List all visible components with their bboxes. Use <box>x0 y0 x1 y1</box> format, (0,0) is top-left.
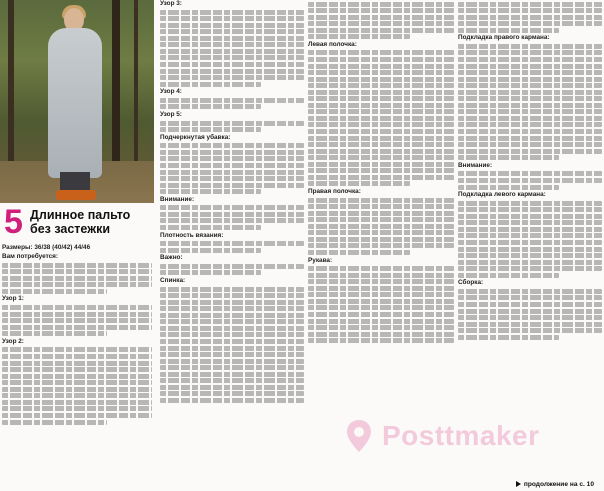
right-front-heading: Правая полочка: <box>308 187 361 195</box>
title-line-1: Длинное пальто <box>30 208 131 222</box>
left-pocket-heading: Подкладка левого кармана: <box>458 191 546 199</box>
continue-note <box>516 481 594 488</box>
sleeves-heading: Рукава: <box>308 256 333 264</box>
density-heading: Плотность вязания: <box>160 231 224 239</box>
article-title <box>2 203 154 241</box>
materials-heading: Вам потребуется: <box>2 253 59 261</box>
model-boots <box>56 190 96 200</box>
watermark-text: Posttmaker <box>382 420 540 451</box>
article-title-text <box>30 208 130 236</box>
back-heading: Спинка: <box>160 276 186 284</box>
long-coat <box>48 28 102 178</box>
pattern5-heading: Узор 5: <box>160 110 182 118</box>
attention-heading: Внимание: <box>160 195 195 203</box>
attention-heading-2: Внимание: <box>458 161 493 169</box>
article-number: 5 <box>4 203 23 241</box>
pattern3-heading: Узор 3: <box>160 0 182 7</box>
pattern1-heading: Узор 1: <box>2 295 24 303</box>
left-front-heading: Левая полочка: <box>308 40 357 48</box>
sizes-heading: Размеры: 36/38 (40/42) 44/46 <box>2 244 91 251</box>
text-column-2 <box>160 0 304 491</box>
pick-up-heading: Подчеркнутая убавка: <box>160 133 231 141</box>
title-line-2: без застежки <box>30 222 111 236</box>
assembly-heading: Сборка: <box>458 279 484 287</box>
important-heading: Важно: <box>160 254 183 262</box>
watermark-logo-icon <box>344 418 374 454</box>
coat-photo <box>0 0 154 203</box>
continue-label: продолжение на с. 10 <box>523 481 594 488</box>
text-column-1 <box>2 244 152 491</box>
arrow-right-icon <box>516 481 521 487</box>
text-column-4 <box>458 0 602 491</box>
pattern4-heading: Узор 4: <box>160 88 182 96</box>
pattern2-heading: Узор 2: <box>2 337 24 345</box>
right-pocket-heading: Подкладка правого кармана: <box>458 34 550 42</box>
text-column-3 <box>308 0 454 491</box>
